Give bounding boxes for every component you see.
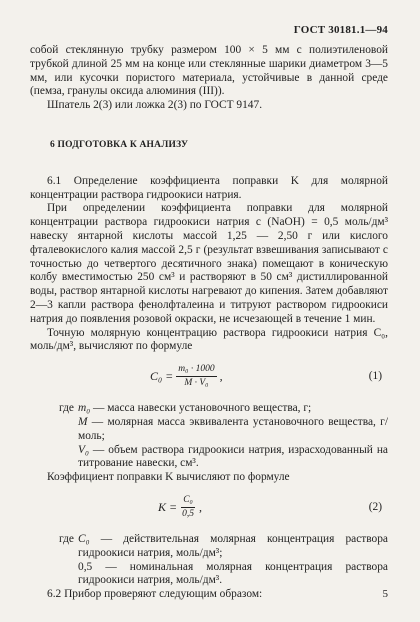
formula-1-legend — [30, 402, 388, 471]
legend-symbol: M — [78, 415, 88, 428]
legend-symbol: C₀ — [78, 532, 90, 545]
legend-text — [78, 533, 388, 561]
formula-2-number: (2) — [368, 500, 382, 513]
legend-text — [78, 561, 388, 589]
legend-description: — молярная масса эквивалента установочного вещества, г/моль; — [78, 415, 388, 442]
legend-text — [78, 402, 388, 416]
formula-2-tail: , — [198, 499, 202, 514]
legend-lead: где — [59, 402, 74, 415]
standard-code-header: ГОСТ 30181.1—94 — [293, 24, 388, 36]
clause-6-1-k-intro: Коэффициент поправки K вычисляют по формуле — [47, 471, 290, 484]
legend-item — [30, 533, 388, 561]
legend-text — [78, 444, 388, 472]
formula-1 — [30, 360, 388, 394]
formula-1-tail: , — [219, 368, 223, 383]
document-body — [30, 44, 388, 602]
section-heading: 6 ПОДГОТОВКА К АНАЛИЗУ — [50, 139, 189, 150]
clause-6-2: 6.2 Прибор проверяют следующим образом: — [47, 588, 263, 601]
legend-lead: где — [59, 532, 74, 545]
legend-description: — объем раствора гидроокиси натрия, израсходованный на титрование навески, см³. — [78, 443, 388, 470]
formula-2-numerator: C₀ — [181, 495, 195, 508]
formula-1-fraction — [176, 364, 216, 389]
page-number: 5 — [382, 588, 388, 600]
formula-1-number: (1) — [368, 370, 382, 383]
formula-1-numerator: m₀ · 1000 — [176, 364, 216, 377]
clause-6-1-formula-intro: Точную молярную концентрацию раствора гидроокиси натрия C₀, моль/дм³, вычисляют по формуле — [30, 326, 388, 353]
formula-1-lhs: C₀ = — [150, 368, 174, 383]
legend-symbol: V₀ — [78, 443, 89, 456]
legend-text — [78, 416, 388, 444]
formula-2-lhs: K = — [158, 499, 178, 514]
legend-item — [30, 402, 388, 416]
legend-item — [30, 561, 388, 589]
clause-6-1: 6.1 Определение коэффициента поправки K для молярной концентрации раствора гидроокиси натрия. — [30, 174, 388, 201]
formula-2-denominator: 0,5 — [182, 508, 194, 519]
legend-symbol: m₀ — [78, 402, 91, 415]
formula-2-fraction — [180, 495, 196, 520]
legend-description: — номинальная молярная концентрация раствора гидроокиси натрия, моль/дм³. — [78, 560, 388, 587]
legend-symbol: 0,5 — [78, 560, 93, 573]
tools-paragraph: Шпатель 2(3) или ложка 2(3) по ГОСТ 9147. — [47, 99, 263, 112]
formula-2 — [30, 491, 388, 525]
intro-paragraph: собой стеклянную трубку размером 100 × 5 мм с полиэтиленовой трубкой длиной 25 мм на конце или стеклянные шарики диаметром 3—5 мм, или кусочки пористого материала, устойчивые в данной среде (пемза, гранулы оксида алюминия (III)). — [30, 44, 388, 98]
clause-6-1-procedure: При определении коэффициента поправки для молярной концентрации раствора гидроокиси натрия c (NaOH) = 0,5 моль/дм³ навеску янтарной кислоты массой 1,25 — 2,50 г или кислого фталевокислого калия массой 2,5 г (результат взвешивания записывают с точностью до четвертого десятичного знака) помещают в коническую колбу вместимостью 250 см³ и растворяют в 50 см³ дистиллированной воды, раствор янтарной кислоты нагревают до кипения. Затем добавляют 2—3 капли раствора фенолфталеина и титруют раствором гидроокиси натрия до появления розовой окраски, не исчезающей в течение 1 мин. — [30, 202, 388, 325]
legend-item — [30, 416, 388, 444]
legend-description: — действительная молярная концентрация раствора гидроокиси натрия, моль/дм³; — [78, 532, 388, 559]
legend-item — [30, 444, 388, 472]
legend-description: — масса навески установочного вещества, г; — [93, 402, 312, 415]
formula-1-denominator: M · V₀ — [184, 378, 209, 389]
formula-2-legend — [30, 533, 388, 588]
